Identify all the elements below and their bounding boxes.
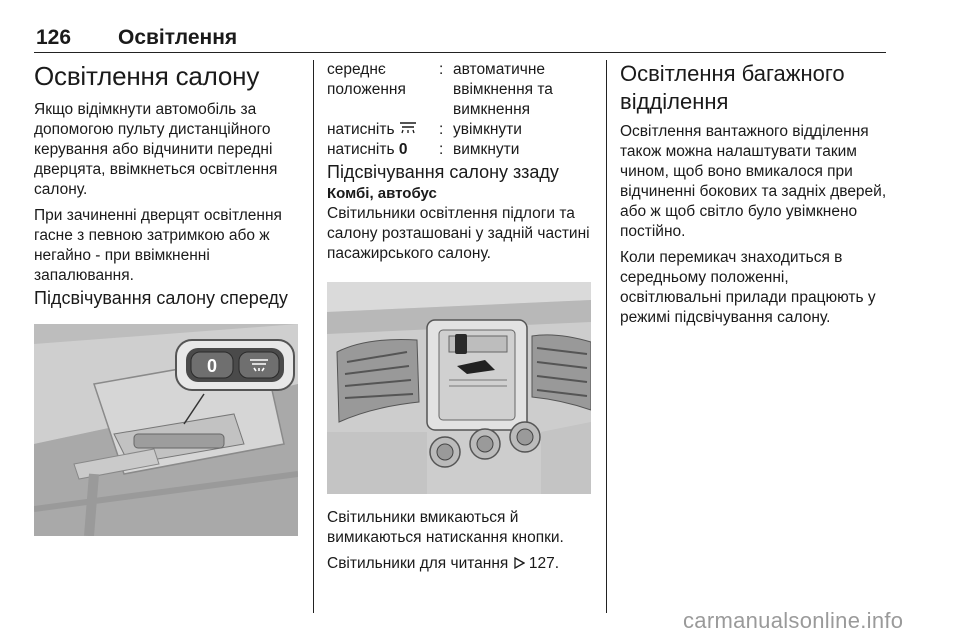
- courtesy-light-icon: [399, 121, 417, 135]
- mode-value: увімкнути: [453, 121, 522, 138]
- column-divider-1: [313, 60, 314, 613]
- subsection-title-front-lighting: Підсвічування салону спереду: [34, 288, 288, 308]
- paragraph: Якщо відімкнути автомобіль за допомогою пульту дистанційного керування або відчинити передні дверцята, ввімкнеться освітлення салону.: [34, 101, 278, 198]
- rear-light-figure: [327, 282, 591, 494]
- paragraph: При зачиненні дверцят освітлення гасне з певною затримкою або ж негайно - при ввімкненні запалювання.: [34, 207, 282, 284]
- column-2: [327, 60, 595, 574]
- off-symbol: 0: [398, 141, 408, 158]
- mode-separator: :: [439, 121, 444, 138]
- mode-value: вимкнути: [453, 141, 520, 158]
- mode-row: [327, 140, 595, 160]
- running-title: Освітлення: [118, 26, 238, 49]
- mode-key: [327, 140, 439, 160]
- cross-reference-text: Світильники для читання: [327, 555, 509, 572]
- paragraph: Світильники вмикаються й вимикаються натискання кнопки.: [327, 509, 564, 546]
- paragraph: Світильники освітлення підлоги та салону розташовані у задній частині пасажирського салону.: [327, 205, 590, 262]
- mode-row: [327, 60, 595, 120]
- paragraph: Освітлення вантажного відділення також можна налаштувати таким чином, щоб воно вмикалося при відчиненні бокових та задніх дверей, або ж щоб світло було увімкнено постійно.: [620, 123, 887, 240]
- section-title-interior-lighting: Освітлення салону: [34, 61, 260, 91]
- cross-reference: [327, 554, 595, 574]
- page-header: [34, 22, 886, 53]
- mode-separator: :: [439, 61, 444, 78]
- subsection-title-rear-lighting: Підсвічування салону ззаду: [327, 162, 559, 182]
- column-divider-2: [606, 60, 607, 613]
- mode-key-text: натисніть: [327, 141, 395, 158]
- triangle-ref-icon: [513, 557, 525, 569]
- switch-modes-table: [327, 60, 595, 160]
- mode-key: середнє положення: [327, 61, 406, 98]
- column-3: [620, 60, 888, 328]
- front-light-figure: [34, 324, 298, 536]
- page-number: 126: [36, 26, 72, 49]
- switch-off-label: 0: [206, 356, 218, 376]
- mode-key-text: натисніть: [327, 121, 395, 138]
- mode-key: [327, 120, 439, 140]
- mode-row: [327, 120, 595, 140]
- front-light-illustration: [34, 324, 298, 536]
- rear-light-illustration: [327, 282, 591, 494]
- paragraph: Коли перемикач знаходиться в середньому положенні, освітлювальні прилади працюють у режимі підсвічування салону.: [620, 249, 876, 326]
- column-1: [34, 60, 302, 536]
- cross-reference-page[interactable]: 127.: [528, 555, 560, 572]
- watermark: carmanualsonline.info: [683, 608, 904, 633]
- small-heading-combi-bus: Комбі, автобус: [327, 185, 437, 202]
- mode-value: автоматичне ввімкнення та вимкнення: [453, 61, 553, 118]
- section-title-cargo-lighting: Освітлення багажного відділення: [620, 61, 845, 114]
- mode-separator: :: [439, 141, 444, 158]
